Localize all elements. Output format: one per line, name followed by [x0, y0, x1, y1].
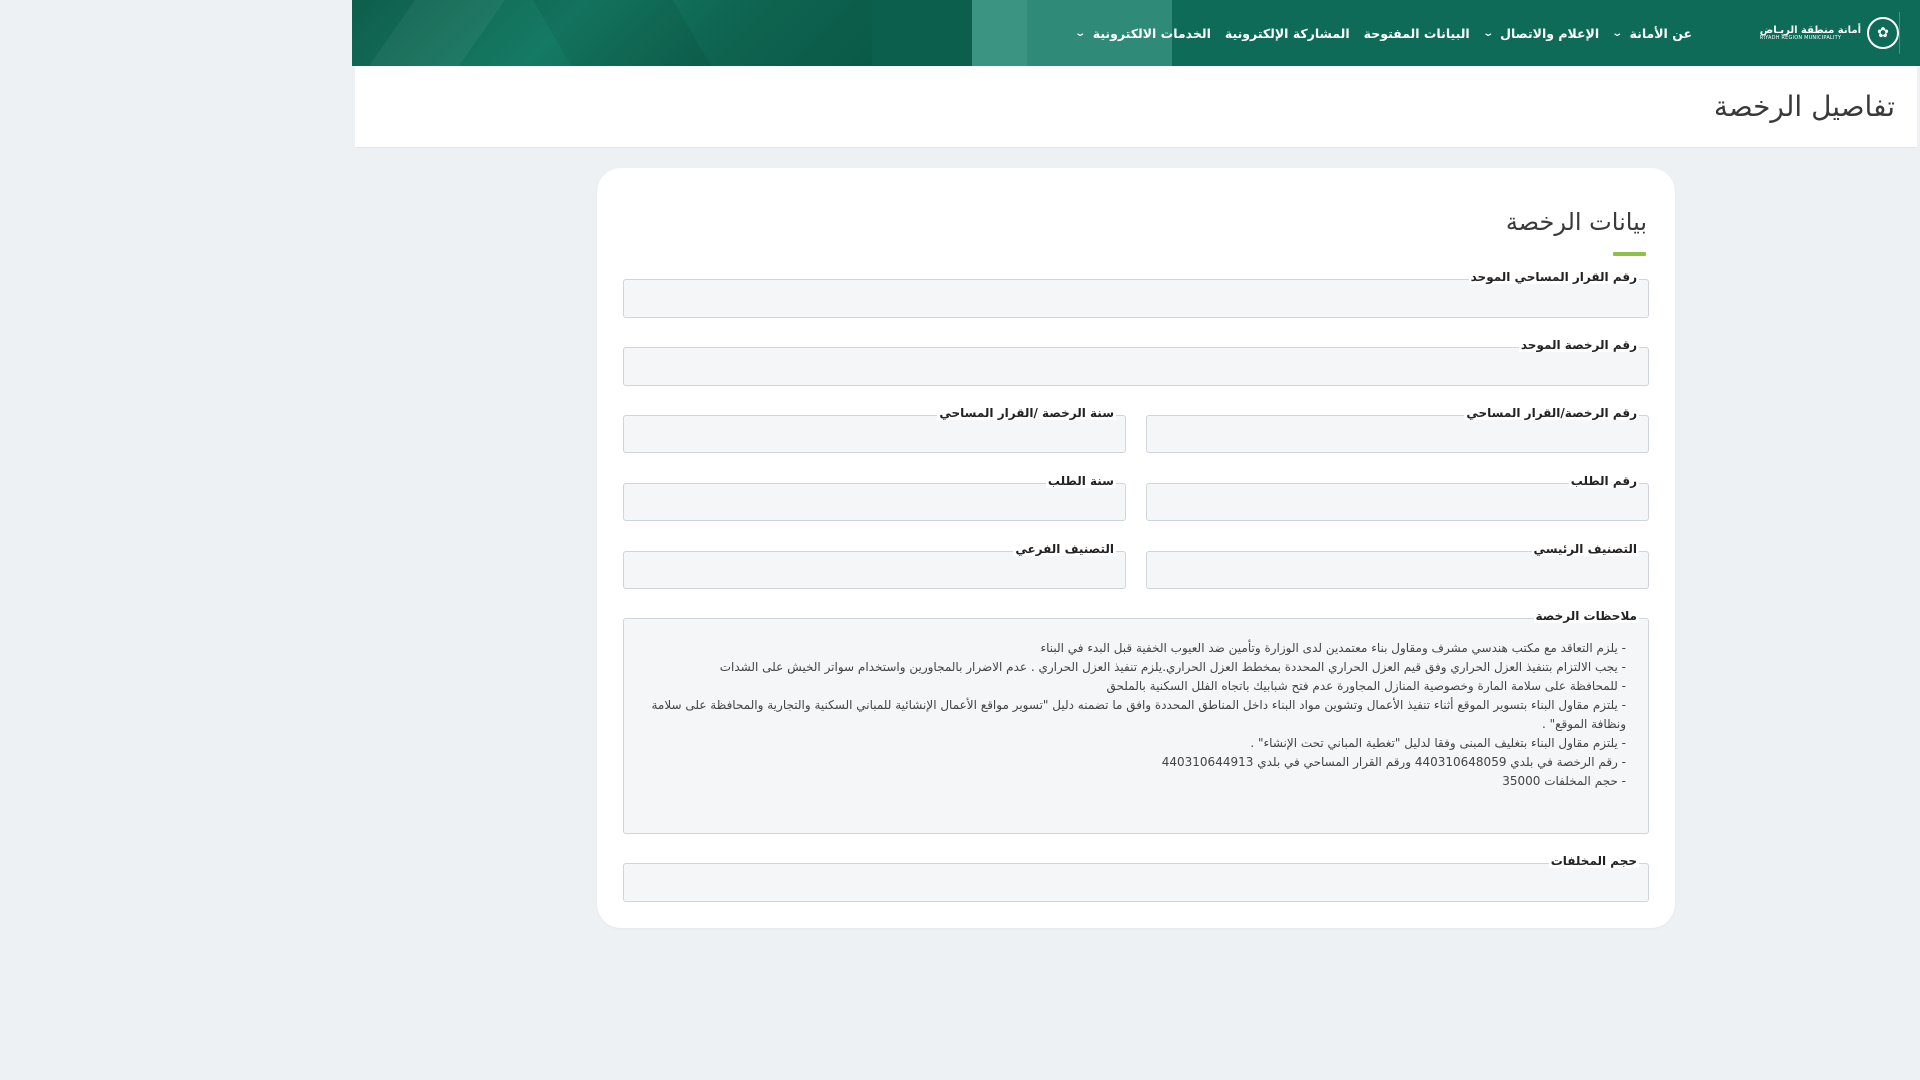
- title-accent-bar: [1613, 252, 1646, 256]
- unified-license-field: [623, 338, 1649, 386]
- request-number-input[interactable]: [1146, 483, 1649, 521]
- field-label: رقم القرار المساحي الموحد: [1470, 270, 1637, 284]
- card-title: بيانات الرخصة: [1505, 208, 1647, 236]
- field-label: سنة الطلب: [1047, 474, 1114, 488]
- license-decision-year-input[interactable]: [623, 415, 1126, 453]
- request-year-field: [623, 474, 1126, 521]
- page-title-bar: [355, 66, 1917, 148]
- nav-item-label: الإعلام والاتصال: [1500, 25, 1600, 41]
- main-nav: [1076, 0, 1692, 66]
- top-navbar: [352, 0, 1920, 66]
- field-label: رقم الطلب: [1570, 474, 1637, 488]
- notes-line: - يجب الالتزام بتنفيذ العزل الحراري وفق قيم العزل الحراري المحددة بمخطط العزل الحراري.يلزم تنفيذ العزل الحراري . عدم الاضرار بالمجاورين واستخدام سواتر الخيش على الشدات: [719, 660, 1626, 674]
- nav-item-label: الخدمات الالكترونية: [1092, 25, 1211, 41]
- license-decision-year-field: [623, 406, 1126, 453]
- unified-survey-decision-field: [623, 270, 1649, 318]
- logo-arabic-text: أمانة منطقة الريـاض: [1759, 24, 1861, 36]
- field-label: ملاحظات الرخصة: [1535, 609, 1637, 623]
- page-title: تفاصيل الرخصة: [1713, 90, 1895, 123]
- emblem-icon: ✿: [1867, 17, 1899, 49]
- field-label: حجم المخلفات: [1550, 854, 1637, 868]
- nav-item-label: عن الأمانة: [1629, 25, 1692, 41]
- request-number-field: [1146, 474, 1649, 521]
- notes-line: - يلتزم مقاول البناء بتسوير الموقع أثناء تنفيذ الأعمال وتشوين مواد البناء داخل المناطق المحددة وافق ما تضمنه دليل "تسوير مواقع الأعمال الإنشائية للمباني السكنية والتجارية والمحافظة على سلامة ونظافة الموقع" .: [647, 698, 1626, 731]
- chevron-down-icon: ⌄: [1611, 27, 1624, 39]
- notes-line: - يلتزم مقاول البناء بتغليف المبنى وفقا لدليل "تغطية المباني تحت الإنشاء" .: [1250, 736, 1626, 750]
- field-label: رقم الرخصة/القرار المساحي: [1466, 406, 1637, 420]
- municipality-logo[interactable]: [1759, 12, 1900, 54]
- notes-line: - يلزم التعاقد مع مكتب هندسي مشرف ومقاول بناء معتمدين لدى الوزارة وتأمين ضد العيوب الخفية قبل البدء في البناء: [1040, 641, 1626, 655]
- license-data-card: [597, 168, 1675, 928]
- header-pattern: [972, 0, 1027, 66]
- logo-english-text: RIYADH REGION MUNICIPALITY: [1759, 34, 1842, 41]
- chevron-down-icon: ⌄: [1482, 27, 1494, 39]
- sub-category-field: [623, 542, 1126, 589]
- sub-category-input[interactable]: [623, 551, 1126, 589]
- nav-item-open-data[interactable]: [1364, 26, 1470, 41]
- notes-content: [644, 639, 1626, 791]
- main-category-input[interactable]: [1146, 551, 1649, 589]
- license-decision-number-input[interactable]: [1146, 415, 1649, 453]
- main-category-field: [1146, 542, 1649, 589]
- field-label: رقم الرخصة الموحد: [1520, 338, 1637, 352]
- notes-line: - رقم الرخصة في بلدي 440310648059 ورقم القرار المساحي في بلدي 440310644913: [1161, 755, 1626, 769]
- field-label: التصنيف الفرعي: [1015, 542, 1114, 556]
- license-notes-field: [623, 609, 1649, 834]
- field-label: التصنيف الرئيسي: [1533, 542, 1637, 556]
- nav-item-label: المشاركة الإلكترونية: [1224, 25, 1350, 41]
- header-pattern: [872, 0, 972, 66]
- waste-volume-input[interactable]: [623, 863, 1649, 902]
- license-decision-number-field: [1146, 406, 1649, 453]
- nav-item-about[interactable]: [1613, 26, 1692, 41]
- nav-item-e-participation[interactable]: [1225, 26, 1350, 41]
- request-year-input[interactable]: [623, 483, 1126, 521]
- unified-license-input[interactable]: [623, 347, 1649, 386]
- nav-item-media[interactable]: [1484, 26, 1599, 41]
- notes-line: - حجم المخلفات 35000: [1502, 774, 1626, 788]
- notes-line: - للمحافظة على سلامة المارة وخصوصية المنازل المجاورة عدم فتح شبابيك باتجاه الفلل السكنية بالملحق: [1106, 679, 1626, 693]
- unified-survey-decision-input[interactable]: [623, 279, 1649, 318]
- field-label: سنة الرخصة /القرار المساحي: [939, 406, 1114, 420]
- waste-volume-field: [623, 854, 1649, 902]
- license-notes-textarea[interactable]: [623, 618, 1649, 834]
- chevron-down-icon: ⌄: [1074, 27, 1087, 39]
- nav-item-e-services[interactable]: [1076, 26, 1211, 41]
- nav-item-label: البيانات المفتوحة: [1363, 25, 1470, 41]
